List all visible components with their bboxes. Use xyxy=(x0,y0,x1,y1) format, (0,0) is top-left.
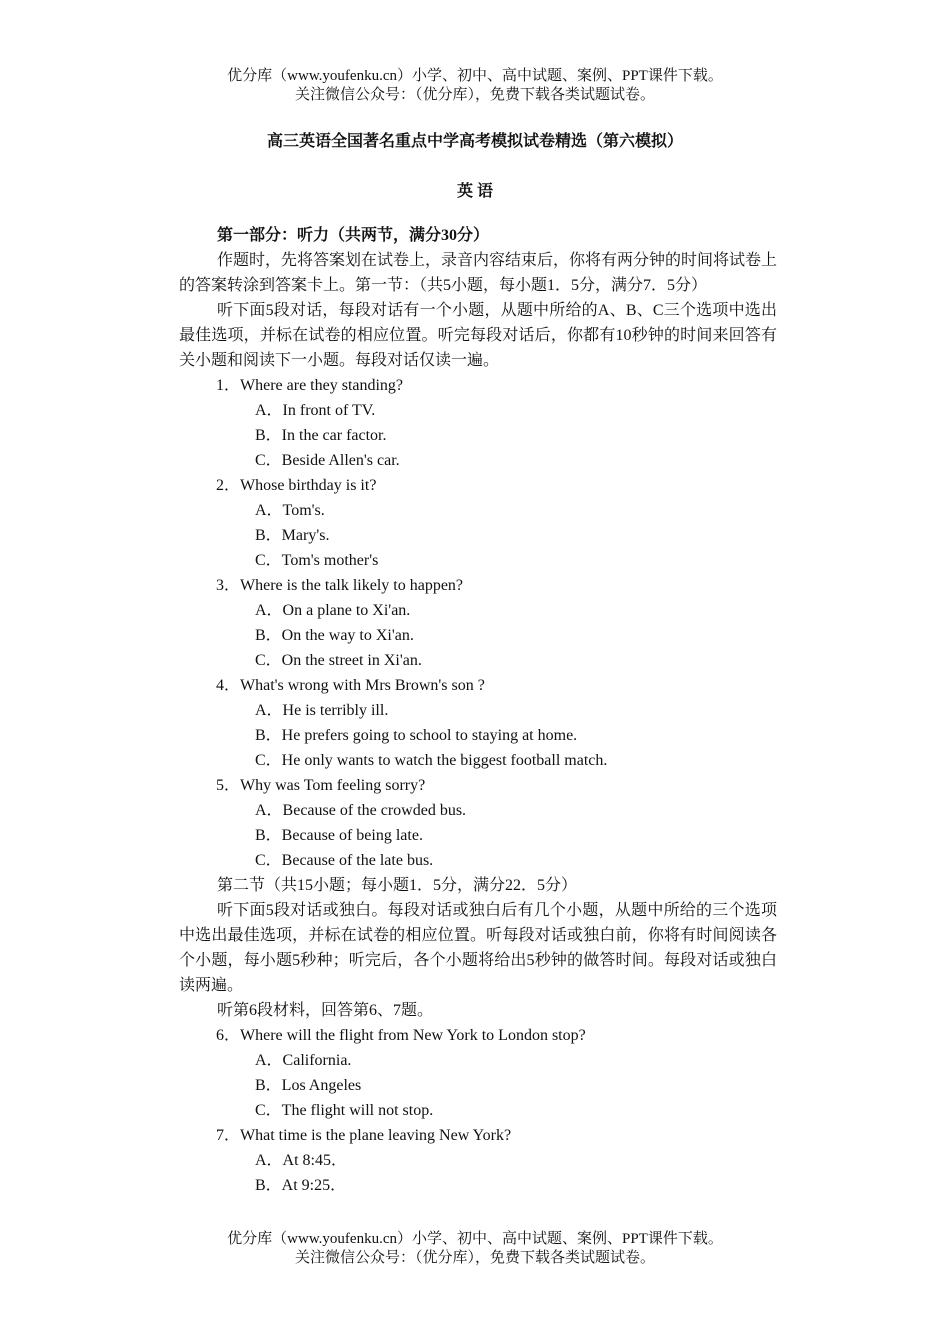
document-body xyxy=(179,223,777,1198)
option-c: C．He only wants to watch the biggest football match. xyxy=(255,752,608,769)
option-a: A．Tom's. xyxy=(255,502,325,519)
question-7 xyxy=(179,1123,777,1198)
question-text: 7．What time is the plane leaving New York? xyxy=(216,1127,512,1144)
option-b: B．Los Angeles xyxy=(255,1077,362,1094)
option-c: C．Beside Allen's car. xyxy=(255,452,400,469)
page-header xyxy=(0,67,950,105)
question-text: 2．Whose birthday is it? xyxy=(216,477,377,494)
subject-title: 英 语 xyxy=(456,183,493,200)
footer-line-1: 优分库（www.youfenku.cn）小学、初中、高中试题、案例、PPT课件下载。 xyxy=(227,1231,723,1247)
option-a: A．California. xyxy=(255,1052,352,1069)
part1-heading: 第一部分：听力（共两节，满分30分） xyxy=(217,227,490,244)
option-a: A．On a plane to Xi'an. xyxy=(255,602,411,619)
question-5 xyxy=(179,773,777,873)
question-text: 1．Where are they standing? xyxy=(216,377,404,394)
option-b: B．In the car factor. xyxy=(255,427,387,444)
document-title: 高三英语全国著名重点中学高考模拟试卷精选（第六模拟） xyxy=(266,133,683,150)
footer-line-2: 关注微信公众号：（优分库），免费下载各类试题试卷。 xyxy=(294,1250,655,1266)
header-line-2: 关注微信公众号：（优分库），免费下载各类试题试卷。 xyxy=(294,87,655,103)
page-footer xyxy=(0,1230,950,1268)
question-text: 5．Why was Tom feeling sorry? xyxy=(216,777,426,794)
option-a: A．He is terribly ill. xyxy=(255,702,389,719)
question-2 xyxy=(179,473,777,573)
question-text: 4．What's wrong with Mrs Brown's son ? xyxy=(216,677,485,694)
question-text: 3．Where is the talk likely to happen? xyxy=(216,577,464,594)
option-b: B．Because of being late. xyxy=(255,827,423,844)
option-a: A．At 8:45． xyxy=(255,1152,348,1169)
option-c: C．On the street in Xi'an. xyxy=(255,652,422,669)
question-4 xyxy=(179,673,777,773)
material-6-note: 听第6段材料，回答第6、7题。 xyxy=(217,1002,434,1019)
question-6 xyxy=(179,1023,777,1123)
option-c: C．Because of the late bus. xyxy=(255,852,434,869)
option-a: A．Because of the crowded bus. xyxy=(255,802,467,819)
header-line-1: 优分库（www.youfenku.cn）小学、初中、高中试题、案例、PPT课件下载。 xyxy=(227,68,723,84)
option-c: C．The flight will not stop. xyxy=(255,1102,434,1119)
option-b: B．At 9:25． xyxy=(255,1177,347,1194)
option-c: C．Tom's mother's xyxy=(255,552,379,569)
part1-intro: 作题时，先将答案划在试卷上，录音内容结束后，你将有两分钟的时间将试卷上的答案转涂到答案卡上。第一节：（共5小题，每小题1．5分，满分7．5分） xyxy=(179,252,778,294)
section2-instructions: 听下面5段对话或独白。每段对话或独白后有几个小题，从题中所给的三个选项中选出最佳选项，并标在试卷的相应位置。听每段对话或独白前，你将有时间阅读各个小题，每小题5秒种；听完后，各个小题将给出5秒钟的做答时间。每段对话或独白读两遍。 xyxy=(179,902,777,994)
option-b: B．He prefers going to school to staying at home. xyxy=(255,727,578,744)
option-b: B．Mary's. xyxy=(255,527,330,544)
option-a: A．In front of TV. xyxy=(255,402,376,419)
question-text: 6．Where will the flight from New York to London stop? xyxy=(216,1027,586,1044)
section1-instructions: 听下面5段对话，每段对话有一个小题，从题中所给的A、B、C三个选项中选出最佳选项，并标在试卷的相应位置。听完每段对话后，你都有10秒钟的时间来回答有关小题和阅读下一小题。每段对话仅读一遍。 xyxy=(179,302,777,369)
question-1 xyxy=(179,373,777,473)
option-b: B．On the way to Xi'an. xyxy=(255,627,414,644)
question-3 xyxy=(179,573,777,673)
section2-heading: 第二节（共15小题；每小题1．5分，满分22．5分） xyxy=(217,877,578,894)
